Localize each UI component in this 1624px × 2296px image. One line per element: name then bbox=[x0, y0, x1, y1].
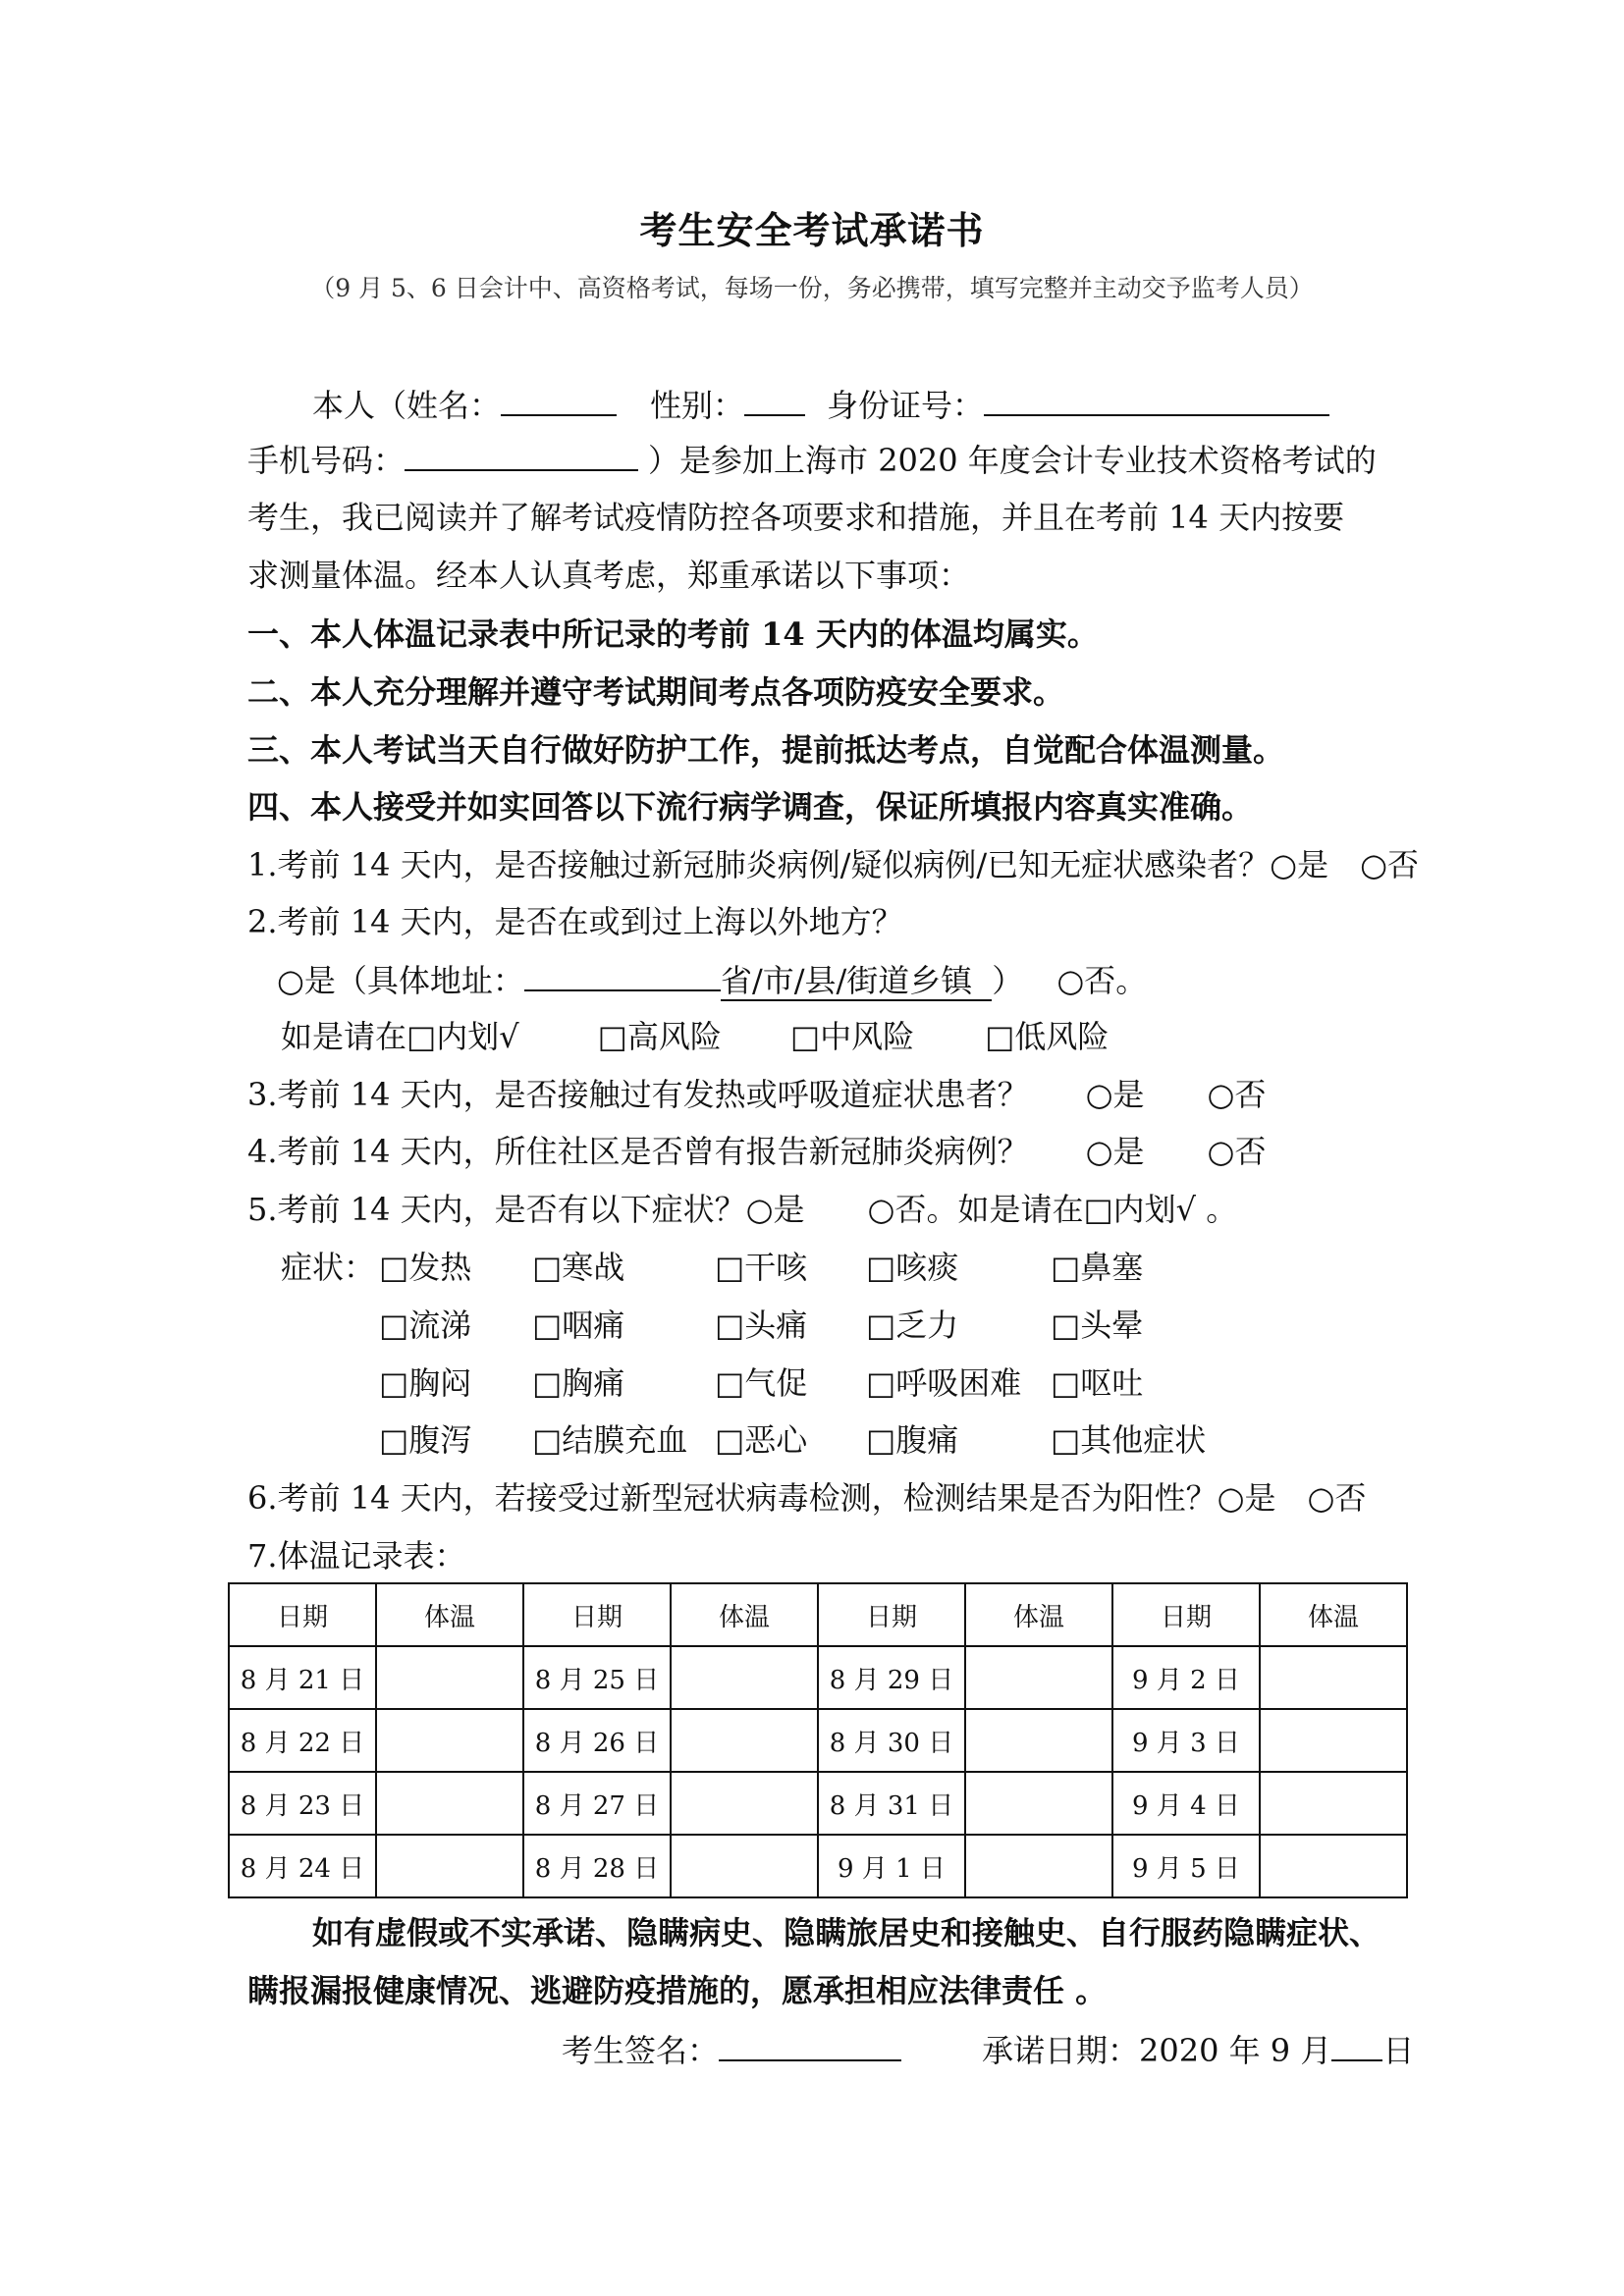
intro-line-2-tail: ）是参加上海市 2020 年度会计专业技术资格考试的 bbox=[648, 442, 1377, 479]
intro-line-1 bbox=[312, 385, 1329, 425]
temp-cell[interactable] bbox=[671, 1709, 818, 1772]
signature-field[interactable] bbox=[719, 2030, 901, 2061]
temp-cell[interactable] bbox=[1260, 1835, 1407, 1897]
question-2-risk-line bbox=[281, 1017, 1109, 1056]
address-field[interactable] bbox=[524, 960, 721, 991]
temp-cell[interactable] bbox=[671, 1835, 818, 1897]
symptom-headache[interactable]: □头痛 bbox=[715, 1307, 808, 1344]
page-subtitle: （9 月 5、6 日会计中、高资格考试，每场一份，务必携带，填写完整并主动交予监考人员） bbox=[310, 274, 1314, 302]
day-field[interactable] bbox=[1331, 2030, 1382, 2061]
phone-label: 手机号码： bbox=[247, 442, 406, 479]
question-7: 7.体温记录表： bbox=[247, 1537, 466, 1575]
symptom-vomiting[interactable]: □呕吐 bbox=[1051, 1364, 1144, 1402]
temp-cell[interactable] bbox=[965, 1772, 1112, 1835]
header-date: 日期 bbox=[818, 1583, 965, 1646]
date-cell: 9 月 4 日 bbox=[1112, 1772, 1260, 1835]
question-4 bbox=[247, 1132, 1266, 1171]
risk-medium-checkbox[interactable]: □中风险 bbox=[789, 1018, 915, 1055]
date-cell: 8 月 23 日 bbox=[229, 1772, 376, 1835]
symptom-chest-tightness[interactable]: □胸闷 bbox=[379, 1364, 472, 1402]
question-6: 6.考前 14 天内，若接受过新型冠状病毒检测，检测结果是否为阳性？○是 ○否 bbox=[247, 1479, 1367, 1517]
pledge-4: 四、本人接受并如实回答以下流行病学调查，保证所填报内容真实准确。 bbox=[247, 788, 1254, 826]
symptom-sore-throat[interactable]: □咽痛 bbox=[532, 1307, 625, 1344]
table-row bbox=[229, 1835, 1407, 1897]
temperature-record-table bbox=[228, 1582, 1408, 1898]
date-cell: 9 月 3 日 bbox=[1112, 1709, 1260, 1772]
header-date: 日期 bbox=[523, 1583, 671, 1646]
header-date: 日期 bbox=[229, 1583, 376, 1646]
header-temp: 体温 bbox=[965, 1583, 1112, 1646]
intro-line-2 bbox=[247, 440, 1377, 480]
page-title: 考生安全考试承诺书 bbox=[639, 208, 985, 252]
date-row bbox=[982, 2030, 1414, 2070]
q2-yes-option[interactable]: ○是（具体地址： bbox=[277, 962, 524, 999]
symptom-dry-cough[interactable]: □干咳 bbox=[715, 1249, 808, 1286]
header-temp: 体温 bbox=[1260, 1583, 1407, 1646]
date-cell: 8 月 21 日 bbox=[229, 1646, 376, 1709]
symptom-nasal-congestion[interactable]: □鼻塞 bbox=[1051, 1249, 1144, 1286]
signature-row bbox=[562, 2030, 901, 2070]
question-5: 5.考前 14 天内，是否有以下症状？○是 ○否。如是请在□内划√ 。 bbox=[247, 1191, 1238, 1228]
header-temp: 体温 bbox=[671, 1583, 818, 1646]
date-cell: 9 月 1 日 bbox=[818, 1835, 965, 1897]
date-cell: 8 月 28 日 bbox=[523, 1835, 671, 1897]
question-1-text: 1.考前 14 天内，是否接触过新冠肺炎病例/疑似病例/已知无症状感染者？ bbox=[247, 846, 1271, 883]
question-3-options[interactable]: ○是 ○否 bbox=[1085, 1076, 1267, 1113]
question-1 bbox=[247, 845, 1419, 884]
symptom-nausea[interactable]: □恶心 bbox=[715, 1421, 808, 1459]
date-cell: 9 月 2 日 bbox=[1112, 1646, 1260, 1709]
symptom-shortness-of-breath[interactable]: □气促 bbox=[715, 1364, 808, 1402]
date-cell: 8 月 31 日 bbox=[818, 1772, 965, 1835]
name-field[interactable] bbox=[501, 385, 617, 416]
header-temp: 体温 bbox=[376, 1583, 523, 1646]
risk-high-checkbox[interactable]: □高风险 bbox=[597, 1018, 722, 1055]
date-cell: 8 月 26 日 bbox=[523, 1709, 671, 1772]
header-date: 日期 bbox=[1112, 1583, 1260, 1646]
date-cell: 8 月 25 日 bbox=[523, 1646, 671, 1709]
question-1-options[interactable]: ○是 ○否 bbox=[1270, 846, 1420, 883]
symptoms-label: 症状： bbox=[281, 1249, 376, 1286]
signature-label: 考生签名： bbox=[562, 2032, 720, 2069]
temp-cell[interactable] bbox=[1260, 1772, 1407, 1835]
question-3 bbox=[247, 1075, 1266, 1114]
symptom-fever[interactable]: □发热 bbox=[379, 1249, 472, 1286]
intro-line-3: 考生，我已阅读并了解考试疫情防控各项要求和措施，并且在考前 14 天内按要 bbox=[247, 499, 1345, 536]
date-label: 承诺日期：2020 年 9 月 bbox=[982, 2032, 1332, 2069]
temp-cell[interactable] bbox=[376, 1772, 523, 1835]
date-cell: 8 月 29 日 bbox=[818, 1646, 965, 1709]
risk-low-checkbox[interactable]: □低风险 bbox=[985, 1018, 1110, 1055]
name-label: 本人（姓名： bbox=[312, 387, 502, 424]
symptom-dizziness[interactable]: □头晕 bbox=[1051, 1307, 1144, 1344]
closing-line-1: 如有虚假或不实承诺、隐瞒病史、隐瞒旅居史和接触史、自行服药隐瞒症状、 bbox=[312, 1914, 1381, 1951]
address-close: ） bbox=[992, 962, 1024, 999]
q2-no-option[interactable]: ○否。 bbox=[1056, 962, 1148, 999]
temp-cell[interactable] bbox=[376, 1709, 523, 1772]
table-header-row bbox=[229, 1583, 1407, 1646]
table-row bbox=[229, 1709, 1407, 1772]
gender-label: 性别： bbox=[650, 387, 745, 424]
question-4-options[interactable]: ○是 ○否 bbox=[1085, 1133, 1267, 1170]
date-suffix: 日 bbox=[1382, 2032, 1415, 2069]
symptom-dyspnea[interactable]: □呼吸困难 bbox=[866, 1364, 1022, 1402]
date-cell: 8 月 27 日 bbox=[523, 1772, 671, 1835]
closing-line-2: 瞒报漏报健康情况、逃避防疫措施的，愿承担相应法律责任 。 bbox=[247, 1972, 1108, 2009]
symptom-chills[interactable]: □寒战 bbox=[532, 1249, 625, 1286]
question-2: 2.考前 14 天内，是否在或到过上海以外地方？ bbox=[247, 903, 903, 940]
symptom-abdominal-pain[interactable]: □腹痛 bbox=[866, 1421, 959, 1459]
id-label: 身份证号： bbox=[827, 387, 985, 424]
question-2-address-line bbox=[277, 960, 1147, 1000]
pledge-2: 二、本人充分理解并遵守考试期间考点各项防疫安全要求。 bbox=[247, 673, 1065, 711]
phone-field[interactable] bbox=[405, 440, 638, 471]
table-row bbox=[229, 1646, 1407, 1709]
temp-cell[interactable] bbox=[376, 1835, 523, 1897]
temp-cell[interactable] bbox=[376, 1646, 523, 1709]
temp-cell[interactable] bbox=[1260, 1709, 1407, 1772]
symptom-chest-pain[interactable]: □胸痛 bbox=[532, 1364, 625, 1402]
table-row bbox=[229, 1772, 1407, 1835]
symptom-conjunctival-congestion[interactable]: □结膜充血 bbox=[532, 1421, 688, 1459]
question-4-text: 4.考前 14 天内，所住社区是否曾有报告新冠肺炎病例？ bbox=[247, 1133, 1029, 1170]
intro-line-4: 求测量体温。经本人认真考虑，郑重承诺以下事项： bbox=[247, 557, 971, 594]
date-cell: 8 月 22 日 bbox=[229, 1709, 376, 1772]
date-cell: 8 月 24 日 bbox=[229, 1835, 376, 1897]
symptom-other[interactable]: □其他症状 bbox=[1051, 1421, 1207, 1459]
temp-cell[interactable] bbox=[965, 1835, 1112, 1897]
temp-cell[interactable] bbox=[965, 1709, 1112, 1772]
question-3-text: 3.考前 14 天内，是否接触过有发热或呼吸道症状患者？ bbox=[247, 1076, 1029, 1113]
temp-cell[interactable] bbox=[1260, 1646, 1407, 1709]
symptom-sputum[interactable]: □咳痰 bbox=[866, 1249, 959, 1286]
symptom-diarrhea[interactable]: □腹泻 bbox=[379, 1421, 472, 1459]
temp-cell[interactable] bbox=[671, 1646, 818, 1709]
id-number-field[interactable] bbox=[984, 385, 1329, 416]
pledge-3: 三、本人考试当天自行做好防护工作，提前抵达考点，自觉配合体温测量。 bbox=[247, 731, 1285, 769]
address-units: 省/市/县/街道乡镇 bbox=[721, 962, 992, 1001]
symptom-runny-nose[interactable]: □流涕 bbox=[379, 1307, 472, 1344]
gender-field[interactable] bbox=[744, 385, 805, 416]
temp-cell[interactable] bbox=[671, 1772, 818, 1835]
date-cell: 9 月 5 日 bbox=[1112, 1835, 1260, 1897]
temp-cell[interactable] bbox=[965, 1646, 1112, 1709]
symptom-fatigue[interactable]: □乏力 bbox=[866, 1307, 959, 1344]
pledge-1: 一、本人体温记录表中所记录的考前 14 天内的体温均属实。 bbox=[247, 615, 1099, 653]
date-cell: 8 月 30 日 bbox=[818, 1709, 965, 1772]
risk-prefix: 如是请在□内划√ bbox=[281, 1018, 519, 1055]
